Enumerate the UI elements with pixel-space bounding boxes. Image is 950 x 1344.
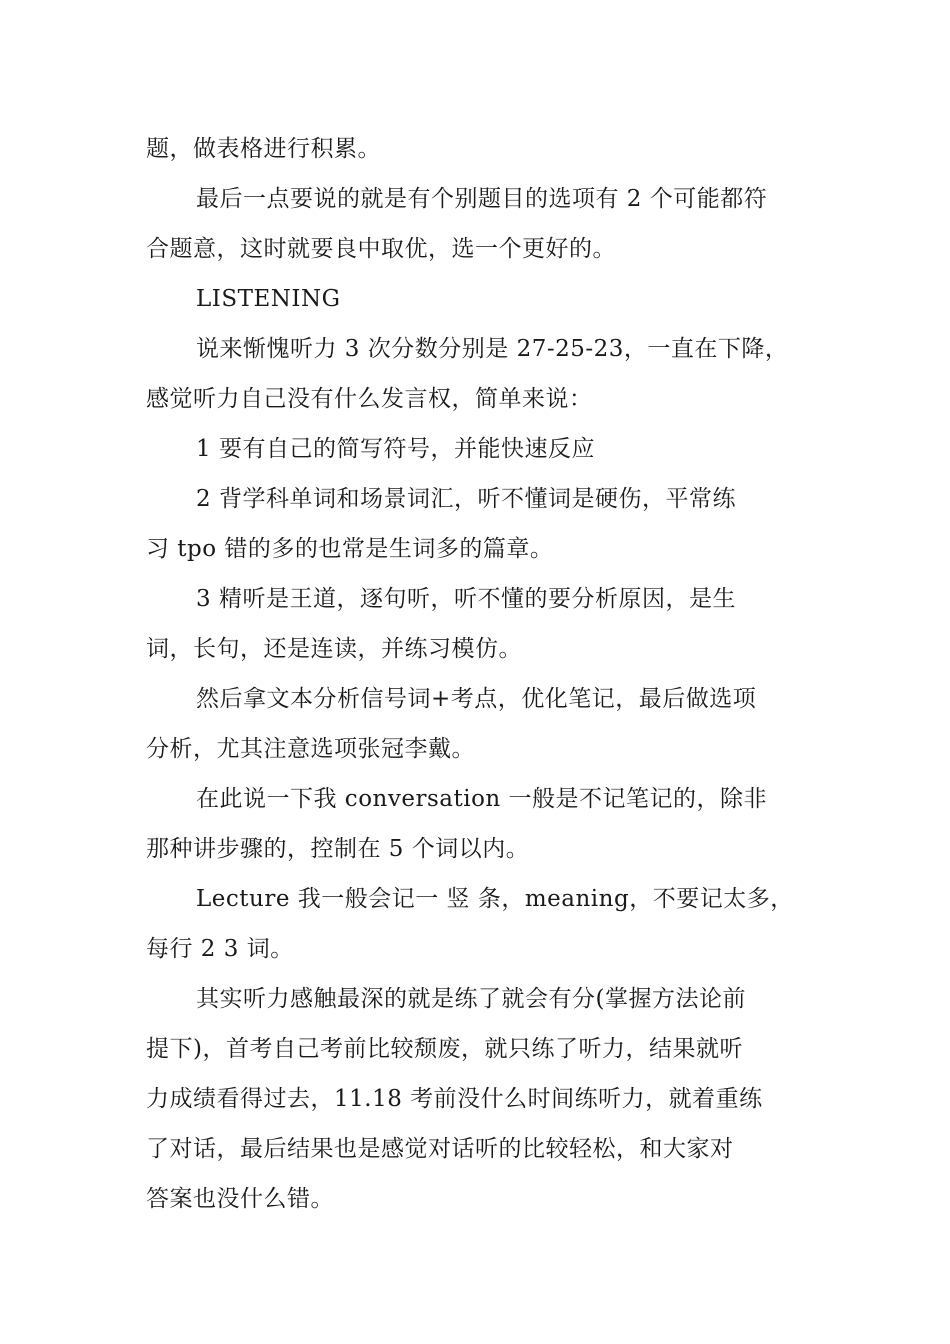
list-item: 3 精听是王道，逐句听，听不懂的要分析原因，是生 <box>196 586 736 612</box>
paragraph-line: 最后一点要说的就是有个别题目的选项有 2 个可能都符 <box>196 186 768 212</box>
paragraph-line: Lecture 我一般会记一 竖 条，meaning，不要记太多， <box>196 886 794 912</box>
section-heading: LISTENING <box>196 286 341 312</box>
paragraph-line: 感觉听力自己没有什么发言权，简单来说： <box>146 386 593 412</box>
list-item-continuation: 习 tpo 错的多的也常是生词多的篇章。 <box>146 536 554 562</box>
paragraph-line: 每行 2 3 词。 <box>146 936 294 962</box>
paragraph-line: 那种讲步骤的，控制在 5 个词以内。 <box>146 836 530 862</box>
list-item: 2 背学科单词和场景词汇，听不懂词是硬伤，平常练 <box>196 486 736 512</box>
paragraph-line: 说来惭愧听力 3 次分数分别是 27-25-23，一直在下降， <box>196 336 789 362</box>
paragraph-line: 分析，尤其注意选项张冠李戴。 <box>146 736 475 762</box>
paragraph-line: 其实听力感触最深的就是练了就会有分(掌握方法论前 <box>196 986 746 1012</box>
paragraph-line: 在此说一下我 conversation 一般是不记笔记的，除非 <box>196 786 768 812</box>
paragraph-line: 合题意，这时就要良中取优，选一个更好的。 <box>146 236 616 262</box>
list-item-continuation: 词，长句，还是连读，并练习模仿。 <box>146 636 522 662</box>
paragraph-line: 然后拿文本分析信号词+考点，优化笔记，最后做选项 <box>196 686 757 712</box>
paragraph-line: 答案也没什么错。 <box>146 1186 334 1212</box>
list-item: 1 要有自己的简写符号，并能快速反应 <box>196 436 595 462</box>
paragraph-line: 力成绩看得过去，11.18 考前没什么时间练听力，就着重练 <box>146 1086 763 1112</box>
paragraph-line: 题，做表格进行积累。 <box>146 136 381 162</box>
paragraph-line: 提下)，首考自己考前比较颓废，就只练了听力，结果就听 <box>146 1036 743 1062</box>
paragraph-line: 了对话，最后结果也是感觉对话听的比较轻松，和大家对 <box>146 1136 734 1162</box>
